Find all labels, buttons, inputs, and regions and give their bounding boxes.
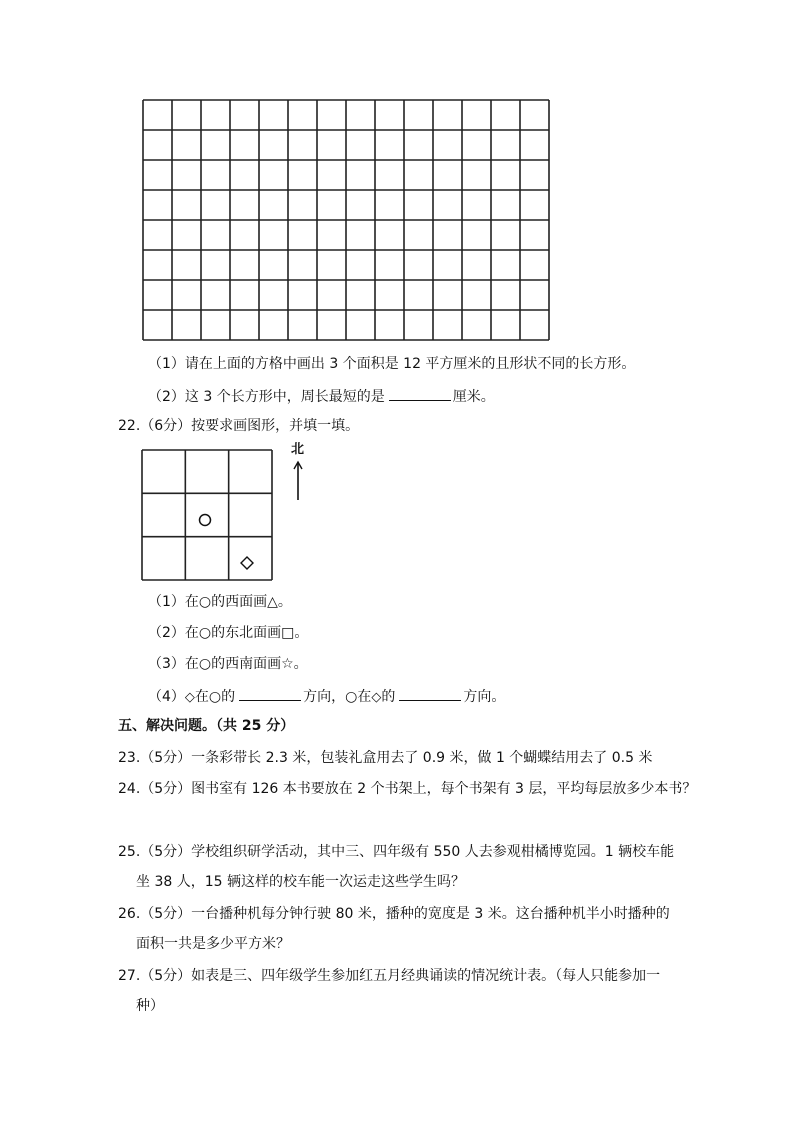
large-square-grid (142, 99, 550, 341)
q26-line2: 面积一共是多少平方米？ (136, 936, 290, 952)
q22-sub1: （1）在○的西面画△。 (148, 594, 292, 610)
q22-sub3: （3）在○的西南面画☆。 (148, 656, 308, 672)
q21-sub2: （2）这 3 个长方形中，周长最短的是 厘米。 (148, 386, 495, 406)
q25-line2: 坐 38 人，15 辆这样的校车能一次运走这些学生吗？ (136, 874, 465, 890)
q24: 24.（5分）图书室有 126 本书要放在 2 个书架上，每个书架有 3 层，平均每层放多少本书？ (118, 781, 697, 797)
north-label: 北 (291, 442, 305, 457)
circle-marker (200, 515, 211, 526)
diamond-marker (241, 557, 253, 569)
q23: 23.（5分）一条彩带长 2.3 米，包装礼盒用去了 0.9 米，做 1 个蝴蝶结用去了 0.5 米 (118, 750, 653, 766)
q22-sub2: （2）在○的东北面画□。 (148, 625, 309, 641)
q27-line2: 种） (136, 998, 164, 1014)
q22-sub4: （4）◇在○的 方向，○在◇的 方向。 (148, 686, 505, 707)
q26-line1: 26.（5分）一台播种机每分钟行驶 80 米，播种的宽度是 3 米。这台播种机半小时播种的 (118, 906, 670, 922)
q22-heading: 22.（6分）按要求画图形，并填一填。 (118, 418, 360, 434)
small-square-grid (141, 449, 273, 581)
section-5-heading: 五、解决问题。（共 25 分） (118, 718, 295, 734)
answer-blank-direction-2[interactable] (399, 686, 461, 701)
answer-blank-direction-1[interactable] (239, 686, 301, 701)
answer-blank-perimeter[interactable] (389, 386, 451, 401)
diamond-icon: ◇ (371, 690, 382, 705)
q27-line1: 27.（5分）如表是三、四年级学生参加红五月经典诵读的情况统计表。（每人只能参加一 (118, 968, 661, 984)
north-arrow-icon (292, 460, 304, 502)
q21-sub1: （1）请在上面的方格中画出 3 个面积是 12 平方厘米的且形状不同的长方形。 (148, 356, 636, 372)
diamond-icon: ◇ (184, 690, 195, 705)
q25-line1: 25.（5分）学校组织研学活动，其中三、四年级有 550 人去参观柑橘博览园。1 辆校车能 (118, 844, 675, 860)
